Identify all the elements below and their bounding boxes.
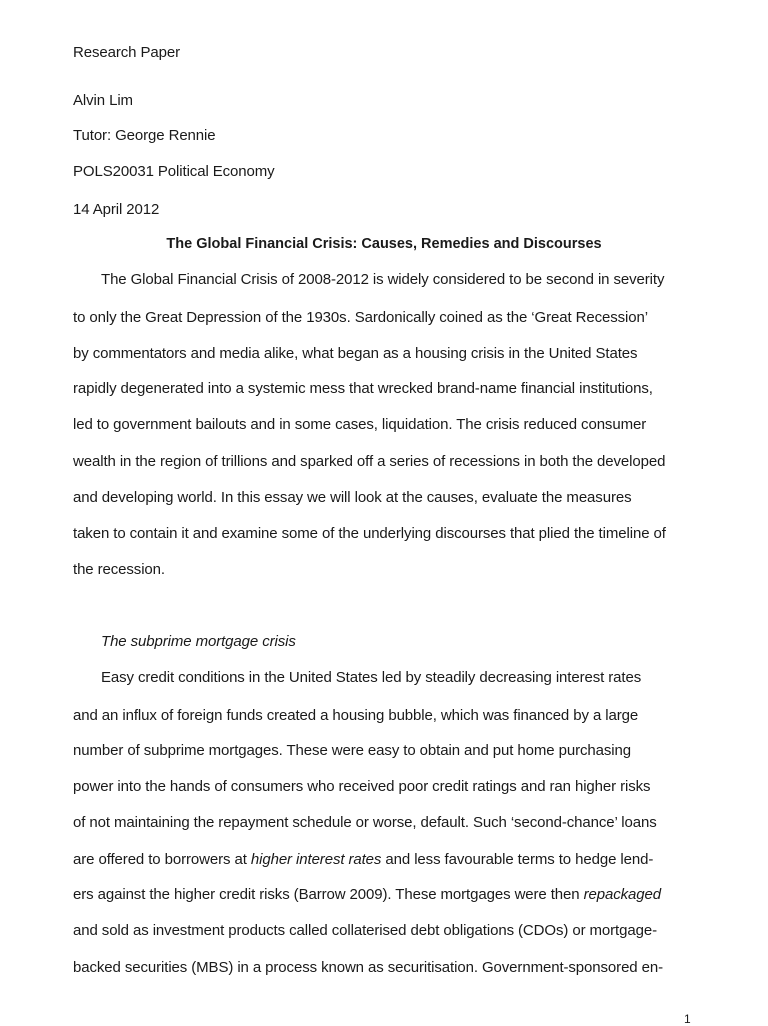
tutor-name: Tutor: George Rennie — [73, 127, 216, 144]
paragraph-line: to only the Great Depression of the 1930s. Sardonically coined as the ‘Great Recession’ — [73, 309, 648, 326]
paragraph-line: the recession. — [73, 561, 165, 578]
paragraph-line: wealth in the region of trillions and sparked off a series of recessions in both the developed — [73, 453, 666, 470]
section-heading: The subprime mortgage crisis — [101, 633, 296, 650]
paragraph-line: backed securities (MBS) in a process known as securitisation. Government-sponsored en- — [73, 959, 664, 976]
text-span: ers against the higher credit risks (Barrow 2009). These mortgages were then — [73, 886, 584, 903]
course-name: POLS20031 Political Economy — [73, 163, 275, 180]
emphasized-text: repackaged — [583, 886, 662, 903]
paragraph-line: and sold as investment products called collaterised debt obligations (CDOs) or mortgage- — [73, 922, 657, 939]
document-type: Research Paper — [73, 44, 180, 61]
paper-title: The Global Financial Crisis: Causes, Remedies and Discourses — [166, 236, 602, 252]
paragraph-line: of not maintaining the repayment schedule or worse, default. Such ‘second-chance’ loans — [73, 814, 657, 831]
paragraph-line: number of subprime mortgages. These were easy to obtain and put home purchasing — [73, 742, 631, 759]
page-number: 1 — [684, 1012, 691, 1026]
paragraph-line: power into the hands of consumers who received poor credit ratings and ran higher risks — [73, 778, 651, 795]
paragraph-line — [73, 850, 653, 870]
paragraph-line: The Global Financial Crisis of 2008-2012 is widely considered to be second in severity — [101, 271, 665, 288]
paragraph-line — [73, 885, 661, 905]
text-span: and less favourable terms to hedge lend- — [381, 851, 654, 868]
paragraph-line: and developing world. In this essay we will look at the causes, evaluate the measures — [73, 489, 632, 506]
submission-date: 14 April 2012 — [73, 201, 160, 218]
paragraph-line: rapidly degenerated into a systemic mess that wrecked brand-name financial institutions, — [73, 380, 653, 397]
paragraph-line: and an influx of foreign funds created a housing bubble, which was financed by a large — [73, 707, 639, 724]
paragraph-line: led to government bailouts and in some cases, liquidation. The crisis reduced consumer — [73, 416, 647, 433]
paragraph-line: by commentators and media alike, what began as a housing crisis in the United States — [73, 345, 638, 362]
text-span: are offered to borrowers at — [73, 851, 251, 868]
author-name: Alvin Lim — [73, 92, 133, 109]
paragraph-line: taken to contain it and examine some of the underlying discourses that plied the timeline of — [73, 525, 666, 542]
emphasized-text: higher interest rates — [250, 851, 382, 868]
paragraph-line: Easy credit conditions in the United States led by steadily decreasing interest rates — [101, 669, 642, 686]
